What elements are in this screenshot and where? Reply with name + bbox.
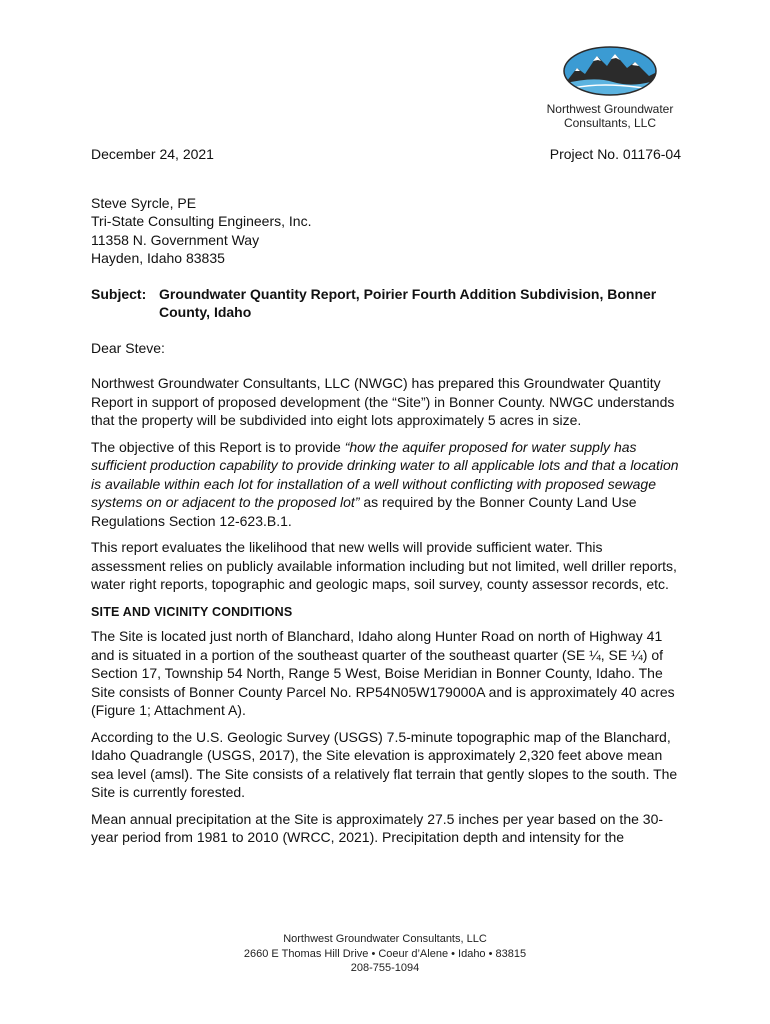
objective-quote: “how the aquifer proposed for water supply has sufficient production capability to provide drinking water to all applicable lots and that a location is available within each lot for installation of a well without conflicting with proposed sewage systems on or adjacent to the proposed lot” bbox=[91, 438, 679, 510]
salutation: Dear Steve: bbox=[91, 339, 165, 356]
mountain-logo-icon bbox=[563, 46, 657, 96]
subject-label: Subject: bbox=[91, 285, 147, 302]
paragraph-intro: Northwest Groundwater Consultants, LLC (NWGC) has prepared this Groundwater Quantity Report in support of proposed development (the “Site”) in Bonner County. NWGC understands that the property will be subdivided into eight lots approximately 5 acres in size. bbox=[91, 375, 675, 428]
letter-date: December 24, 2021 bbox=[91, 146, 214, 162]
logo-line-1: Northwest Groundwater bbox=[546, 102, 674, 116]
project-number: Project No. 01176-04 bbox=[549, 146, 681, 162]
recipient-company: Tri-State Consulting Engineers, Inc. bbox=[91, 213, 312, 229]
objective-tail: as required by the Bonner County Land Use Regulations Section 12-623.B.1. bbox=[91, 494, 637, 529]
recipient-city: Hayden, Idaho 83835 bbox=[91, 250, 225, 266]
paragraph-evaluation: This report evaluates the likelihood that new wells will provide sufficient water. This assessment relies on publicly available information including but not limited, well driller reports, water right reports, topographic and geologic maps, soil survey, county assessor records, etc. bbox=[91, 539, 677, 592]
footer-company: Northwest Groundwater Consultants, LLC bbox=[283, 933, 487, 945]
subject-line bbox=[91, 285, 681, 322]
logo-company-name bbox=[540, 102, 680, 130]
paragraph-objective bbox=[91, 438, 681, 531]
recipient-address bbox=[91, 194, 681, 268]
section-heading: SITE AND VICINITY CONDITIONS bbox=[91, 604, 293, 619]
objective-lead: The objective of this Report is to provide bbox=[91, 438, 345, 455]
logo-line-2: Consultants, LLC bbox=[563, 116, 657, 130]
footer-address: 2660 E Thomas Hill Drive • Coeur d’Alene • Idaho • 83815 bbox=[243, 947, 527, 960]
recipient-name: Steve Syrcle, PE bbox=[91, 194, 197, 211]
letter-body bbox=[91, 145, 681, 847]
paragraph-topography: According to the U.S. Geologic Survey (USGS) 7.5-minute topographic map of the Blanchard, Idaho Quadrangle (USGS, 2017), the Site elevation is approximately 2,320 feet above mean sea level (amsl). The Site consists of a relatively flat terrain that gently slopes to the south. The Site is currently forested. bbox=[91, 728, 678, 800]
company-logo bbox=[540, 46, 680, 130]
paragraph-precipitation: Mean annual precipitation at the Site is approximately 27.5 inches per year based on the 30-year period from 1981 to 2010 (WRCC, 2021). Precipitation depth and intensity for the bbox=[91, 810, 664, 845]
subject-text: Groundwater Quantity Report, Poirier Fourth Addition Subdivision, Bonner County, Idaho bbox=[159, 285, 657, 320]
paragraph-location: The Site is located just north of Blanchard, Idaho along Hunter Road on north of Highway 41 and is situated in a portion of the southeast quarter of the southeast quarter (SE ¼, SE ¼) of Section 17, Township 54 North, Range 5 West, Boise Meridian in Bonner County, Idaho. The Site consists of Bonner County Parcel No. RP54N05W179000A and is approximately 40 acres (Figure 1; Attachment A). bbox=[91, 628, 675, 718]
recipient-street: 11358 N. Government Way bbox=[91, 231, 260, 248]
page-footer bbox=[0, 932, 770, 976]
dateline bbox=[91, 145, 681, 164]
footer-phone: 208-755-1094 bbox=[350, 962, 420, 974]
